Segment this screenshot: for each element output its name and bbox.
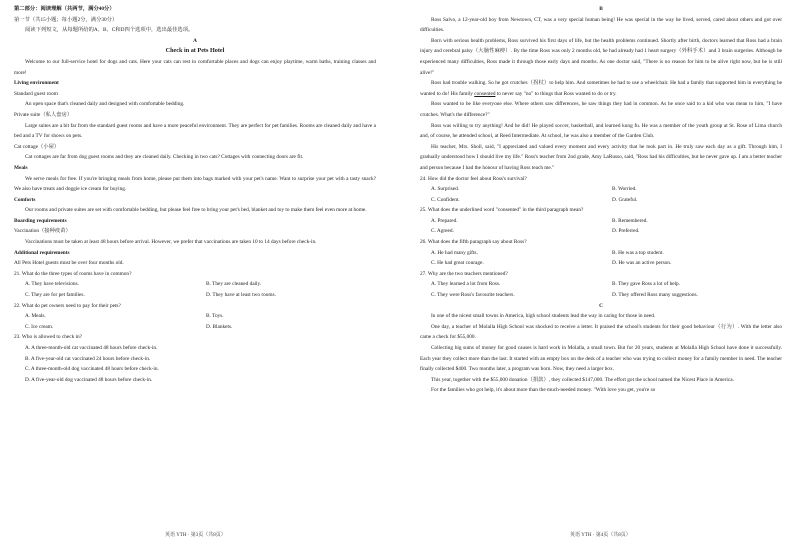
options-23 <box>14 343 376 385</box>
option: A. Surprised. <box>431 186 460 193</box>
passage-letter-a: A <box>193 37 197 44</box>
left-page <box>14 4 376 385</box>
options-27 <box>420 279 782 300</box>
c-paragraph-2: One day, a teacher of Molalla High School was shocked to receive a letter. It praised the school's students for their good behaviour（行为）. With the letter also came a check for $55,000. <box>420 323 782 341</box>
option: D. They have at least two rooms. <box>206 292 276 299</box>
option: C. They are for pet families. <box>25 292 85 299</box>
question-23: 23. Who is allowed to check in? <box>14 334 83 341</box>
paragraph-3-start: Ross had trouble walking. So he got crutches（拐杖）to help him. And sometimes he had to use a wheelchair. He had a family that supported him in everything he wanted to do! His family <box>420 80 782 97</box>
paragraph-3-end: to never say "no" to things that Ross wanted to do or try. <box>495 90 617 97</box>
paragraph-2: Born with serious health problems, Ross survived his first days of life, but the health problems continued. Shortly after birth, doctors learned that Ross had a brain injury and cerebral palsy（大脑性麻痹）. By the time Ross was only 2 months old, he had already had 1 heart surgery（外科手术）and 3 brain surgeries. Although he experienced many difficulties, Ross made it through those early days and months. As one doctor said, "There is no reason for him to be alive right now, but he is still alive!" <box>420 37 782 76</box>
c-paragraph-4: This year, together with the $55,000 donation（捐款）, they collected $147,000. The effort got the school named the Nicest Place in America. <box>431 376 734 383</box>
options-25 <box>420 216 782 237</box>
subheading-private: Private suite（私人套房） <box>14 111 73 118</box>
option: A. They have televisions. <box>25 281 79 288</box>
paragraph-5: Ross was willing to try anything! And he did! He played soccer, basketball, and learned kung fu. He was a member of the youth group at St. Rose of Lima church and, of course, he attended school, at Reed Intermediate. At school, he was also a member of the Garden Club. <box>420 122 782 140</box>
option: B. He was a top student. <box>612 249 664 256</box>
section-heading: 第一节（共15小题；每小题2分，满分30分） <box>14 16 118 23</box>
right-page-footer: 英语 YTH · 第4页（共8页） <box>570 533 631 538</box>
option: D. A five-year-old dog vaccinated 48 hours before check-in. <box>25 376 153 383</box>
option: D. Grateful. <box>612 196 638 203</box>
option: B. Remembered. <box>612 217 648 224</box>
c-paragraph-5: For the families who got help, it's about more than the much-needed money. "With love you get, you're so <box>431 387 656 394</box>
option: B. They gave Ross a lot of help. <box>612 281 681 288</box>
heading-boarding: Boarding requirements <box>14 217 67 224</box>
option: B. They are cleaned daily. <box>206 281 262 288</box>
option: A. Prepared. <box>431 217 458 224</box>
heading-comforts: Comforts <box>14 196 36 203</box>
vaccination-text: Vaccinations must be taken at least 48 hours before arrival. However, we prefer that vaccinations are taken 10 to 14 days before check-in. <box>25 239 317 246</box>
underlined-word: consented <box>474 90 496 97</box>
option: D. He was an active person. <box>612 260 672 267</box>
option: C. He had great courage. <box>431 260 484 267</box>
standard-text: An open space that's cleaned daily and designed with comfortable bedding. <box>25 101 185 108</box>
passage-letter-b: B <box>599 6 603 12</box>
options-26 <box>420 248 782 269</box>
meals-text: We serve meals for free. If you're bringing meals from home, please put them into bags marked with your pet's name. Want to surprise your pet with a tasty snack? We also have treats and doggie ice cream for buying. <box>14 175 376 193</box>
cat-text: Cat cottages are far from dog guest rooms and they are cleaned daily. Checking in two cats? Cottages with connecting doors are fit. <box>25 154 304 161</box>
option: D. Blankets. <box>206 323 233 330</box>
question-22: 22. What do pet owners need to pay for their pets? <box>14 302 121 309</box>
subheading-cat: Cat cottage（小屋） <box>14 143 60 150</box>
options-24 <box>420 184 782 205</box>
option: A. He had many gifts. <box>431 249 478 256</box>
passage-letter-c: C <box>599 302 603 309</box>
paragraph-3 <box>420 78 782 99</box>
heading-additional: Additional requirements <box>14 249 70 256</box>
question-26: 26. What does the fifth paragraph say about Ross? <box>420 239 527 246</box>
heading-living: Living environment <box>14 80 59 87</box>
option: C. Confident. <box>431 196 460 203</box>
private-text: Large suites are a bit far from the standard guest rooms and have a more peaceful environment. They are perfect for pet families. Rooms are cleaned daily and have a bed and a TV for shows on pets. <box>14 122 376 140</box>
option: B. Toys. <box>206 313 224 320</box>
question-27: 27. Why are the two teachers mentioned? <box>420 270 508 277</box>
question-21: 21. What do the three types of rooms have in common? <box>14 270 132 277</box>
passage-title: Check in at Pets Hotel <box>165 47 225 55</box>
options-22 <box>14 311 376 332</box>
option: B. A five-year-old cat vaccinated 24 hours before check-in. <box>25 355 151 362</box>
option: D. Preferred. <box>612 228 640 235</box>
option: C. Agreed. <box>431 228 454 235</box>
c-paragraph-1: In one of the nicest small towns in America, high school students lead the way in caring for those in need. <box>431 313 656 320</box>
option: B. Worried. <box>612 186 637 193</box>
question-24: 24. How did the doctor feel about Ross's survival? <box>420 175 527 182</box>
heading-meals: Meals <box>14 164 28 171</box>
right-page <box>420 4 782 396</box>
option: C. They were Ross's favourite teachers. <box>431 292 515 299</box>
option: A. Meals. <box>25 313 46 320</box>
subheading-vaccination: Vaccination（接种疫苗） <box>14 228 71 235</box>
question-25: 25. What does the underlined word "consented" in the third paragraph mean? <box>420 207 584 214</box>
comforts-text: Our rooms and private suites are set with comfortable bedding, but please feel free to bring your pet's bed, blanket and toy to make them feel even more at home. <box>25 207 367 214</box>
paragraph-4: Ross wanted to be like everyone else. Where others saw differences, he saw things they had in common. As he once said to a kid who was mean to him, "I have crutches. What's the difference?" <box>420 101 782 118</box>
intro-paragraph: Welcome to our full-service hotel for dogs and cats. Here your cats can rest in comfortable places and dogs can enjoy playtime, warm baths, training classes and more! <box>14 58 376 76</box>
option: C. A three-month-old dog vaccinated 48 hours before check-in. <box>25 366 159 373</box>
subheading-standard: Standard guest room <box>14 90 58 97</box>
paragraph-6: His teacher, Mrs. Sholl, said, "I appreciated and valued every moment and every activity that he took part in. He truly saw each day as a gift. Through him, I gradually understood how I should live my life." Ross's teacher from 2nd grade, Amy LaRusso, said, "Ross had his difficulties, but he never gave up. I am a better teacher and person because I had the honour of having Ross teach me." <box>420 143 782 171</box>
additional-text: All Pets Hotel guests must be over four months old. <box>14 260 124 267</box>
option: C. Ice cream. <box>25 323 54 330</box>
options-21 <box>14 279 376 300</box>
option: D. They offered Ross many suggestions. <box>612 292 698 299</box>
option: A. A three-month-old cat vaccinated 48 hours before check-in. <box>25 345 158 351</box>
left-page-footer: 英语 YTH · 第3页（共8页） <box>165 533 226 538</box>
part-heading: 第二部分：阅读理解（共两节，满分40分） <box>14 6 115 12</box>
c-paragraph-3: Collecting big sums of money for good causes is hard work in Molalla, a small town. But for 20 years, students at Molalla High School have done it successfully. Each year they collect more than the last. It started with an empty box on the desk of a teacher who was trying to collect money for a family member in need. The teacher finally collected $400. Two months later, a program was born. Now, they need a larger box. <box>420 345 782 373</box>
option: A. They learned a lot from Ross. <box>431 281 501 288</box>
instruction: 阅读下列短文，从每题所给的A、B、C和D四个选项中，选出最佳选项。 <box>25 27 194 34</box>
paragraph-1: Ross Salvo, a 12-year-old boy from Newtown, CT, was a very special human being! He was special in the way he lived, served, cared about others and got over difficulties. <box>420 16 782 34</box>
